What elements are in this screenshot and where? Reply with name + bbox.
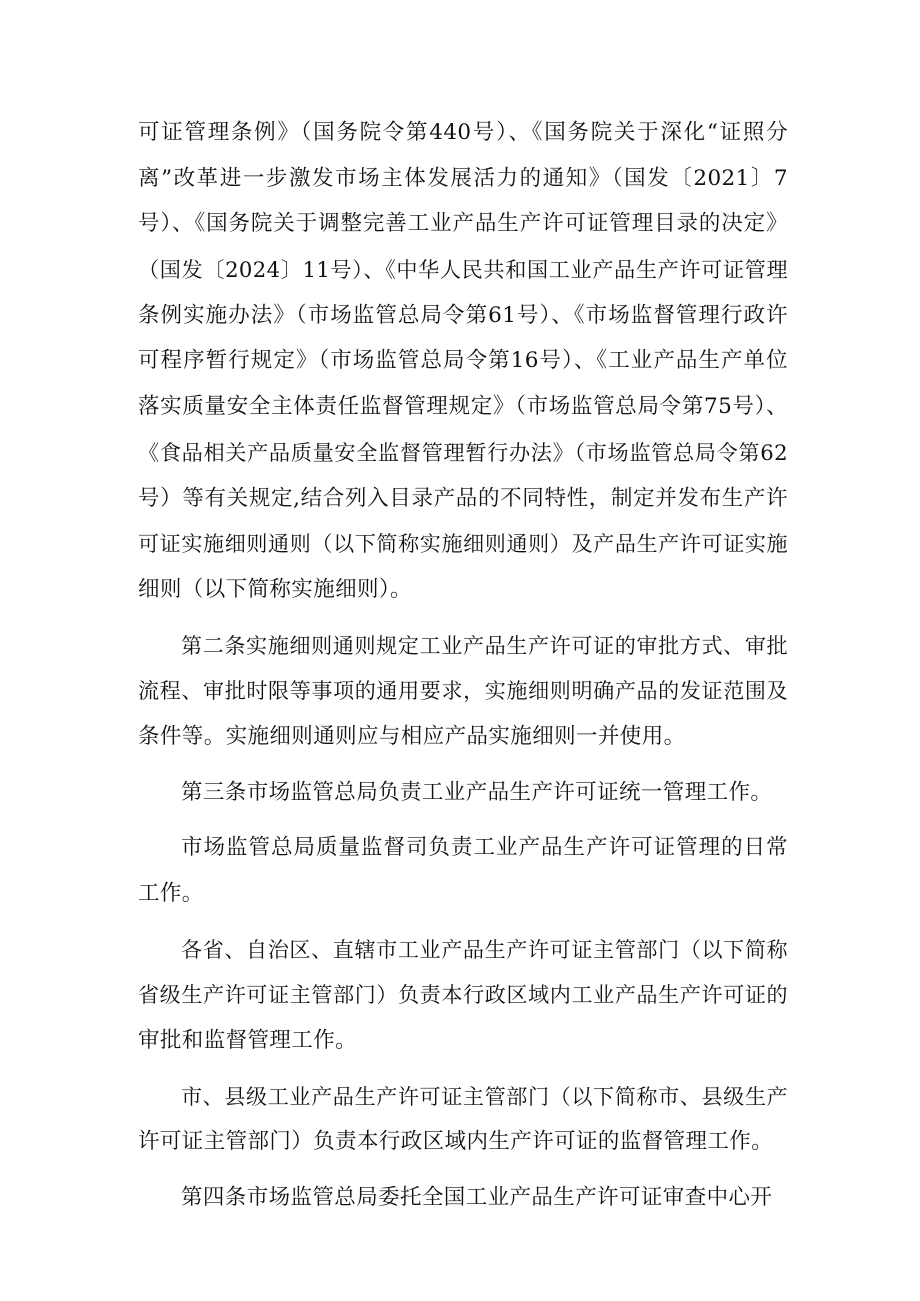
text-line: 落实质量安全主体责任监督管理规定》（市场监管总局令第75号）、	[138, 394, 788, 420]
paragraph-1	[138, 110, 788, 613]
text-line: 可程序暂行规定》（市场监管总局令第16号）、《工业产品生产单位	[138, 348, 788, 374]
text-line: 市场监管总局质量监督司负责工业产品生产许可证管理的日常	[181, 835, 788, 861]
text-line: 可证管理条例》（国务院令第440号）、《国务院关于深化“证照分	[138, 120, 788, 145]
text-line: 号）等有关规定,结合列入目录产品的不同特性，制定并发布生产许	[138, 485, 788, 511]
text-line: 第二条实施细则通则规定工业产品生产许可证的审批方式、审批	[181, 632, 788, 658]
paragraph-4	[138, 825, 788, 916]
text-line: 离”改革进一步激发市场主体发展活力的通知》（国发〔2021〕7	[138, 165, 788, 191]
paragraph-5	[138, 927, 788, 1064]
text-line: 审批和监督管理工作。	[138, 1028, 358, 1054]
text-line: 市、县级工业产品生产许可证主管部门（以下简称市、县级生产	[181, 1083, 788, 1109]
paragraph-7	[138, 1175, 788, 1221]
text-line: 条例实施办法》（市场监管总局令第61号）、《市场监督管理行政许	[138, 302, 788, 328]
text-line: 细则（以下简称实施细则）。	[138, 576, 412, 602]
text-line: 许可证主管部门）负责本行政区域内生产许可证的监督管理工作。	[138, 1129, 774, 1155]
document-body	[138, 110, 788, 1221]
text-line: 可证实施细则通则（以下简称实施细则通则）及产品生产许可证实施	[138, 531, 788, 557]
text-line: （国发〔2024〕11号）、《中华人民共和国工业产品生产许可证管理	[138, 257, 788, 283]
text-line: 号）、《国务院关于调整完善工业产品生产许可证管理目录的决定》	[138, 211, 788, 237]
text-line: 第三条市场监管总局负责工业产品生产许可证统一管理工作。	[181, 779, 773, 805]
paragraph-3	[138, 770, 788, 816]
text-line: 工作。	[138, 881, 204, 906]
text-line: 各省、自治区、直辖市工业产品生产许可证主管部门（以下简称	[181, 936, 788, 962]
text-line: 《食品相关产品质量安全监督管理暂行办法》（市场监管总局令第62	[138, 439, 788, 465]
text-line: 省级生产许可证主管部门）负责本行政区域内工业产品生产许可证的	[138, 982, 788, 1008]
paragraph-2	[138, 623, 788, 760]
text-line: 条件等。实施细则通则应与相应产品实施细则一并使用。	[138, 723, 686, 749]
text-line: 流程、审批时限等事项的通用要求，实施细则明确产品的发证范围及	[138, 678, 788, 704]
text-line: 第四条市场监管总局委托全国工业产品生产许可证审查中心开	[181, 1185, 773, 1211]
paragraph-6	[138, 1074, 788, 1165]
